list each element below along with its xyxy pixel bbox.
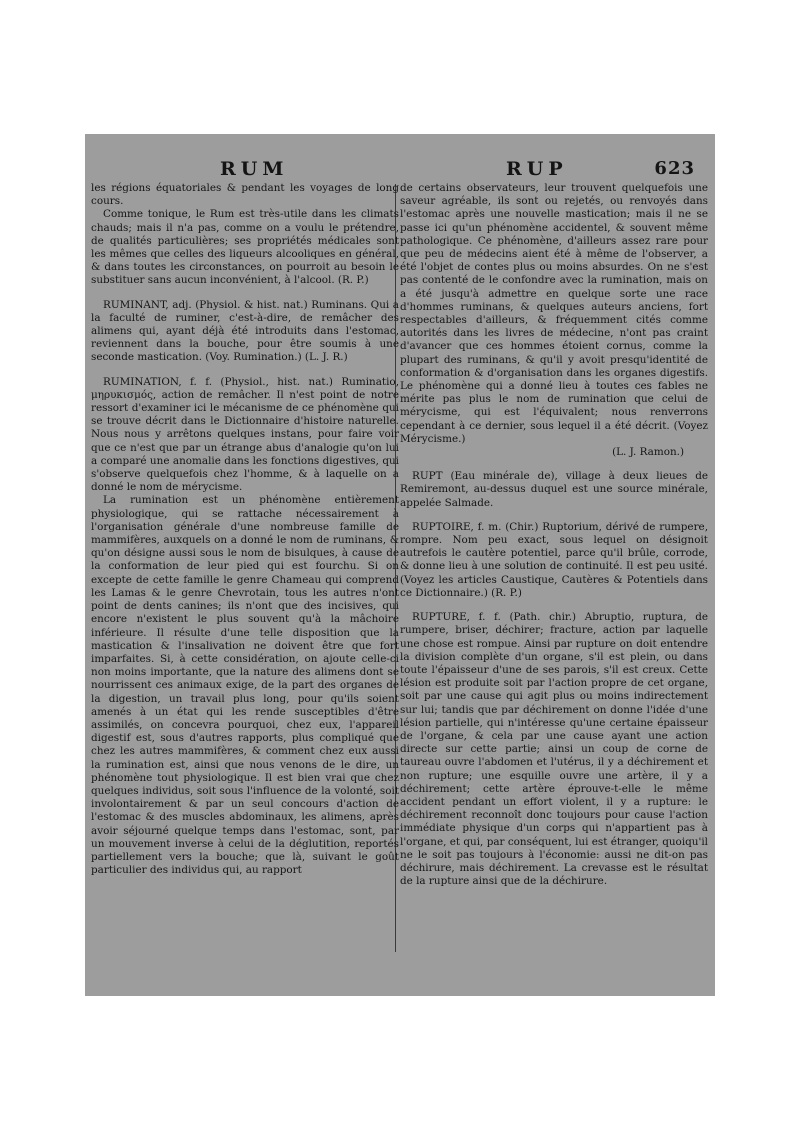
entry-ruminant: RUMINANT, adj. (Physiol. & hist. nat.) Ruminans. Qui a la faculté de ruminer, c'est-à-dire, de remâcher des alimens qui, ayant déjà été introduits dans l'estomac, reviennent dans la bouche, pour être soumis à une seconde mastication. (Voy. Rumination.) (L. J. R.) [91, 298, 399, 364]
running-head-left: RUM [220, 158, 289, 180]
entry-rupt: RUPT (Eau minérale de), village à deux lieues de Remiremont, au-dessus duquel est une source minérale, appelée Salmade. [400, 470, 708, 509]
entry-rupture: RUPTURE, f. f. (Path. chir.) Abruptio, ruptura, de rumpere, briser, déchirer; fracture, action par laquelle une chose est rompue. Ainsi par rupture on doit entendre la division complète d'un organe, s'il est plein, ou dans toute l'épaisseur d'une de ses parois, s'il est creux. Cette lésion est produite soit par l'action propre de cet organe, soit par une cause qui agit plus ou moins indirectement sur lui; tandis que par déchirement on donne l'idée d'une lésion partielle, qui n'intéresse qu'une certaine épaisseur de l'organe, & cela par une cause ayant une action directe sur cette partie; ainsi un coup de corne de taureau ouvre l'abdomen et l'utérus, il y a déchirement et non rupture; une esquille ouvre une artère, il y a déchirement; cette artère éprouve-t-elle le même accident pendant un effort violent, il y a rupture: le déchirement reconnoît donc toujours pour cause l'action immédiate physique d'un corps qui n'appartient pas à l'organe, et qui, par conséquent, lui est étranger, quoiqu'il ne le soit pas toujours à l'économie: aussi ne dit-on pas déchirure, mais déchirement. La crevasse est le résultat de la rupture ainsi que de la déchirure. [400, 611, 708, 888]
running-head-right: RUP [506, 158, 568, 180]
author-signature: (L. J. Ramon.) [612, 446, 684, 459]
entry-ruptoire: RUPTOIRE, f. m. (Chir.) Ruptorium, dérivé de rumpere, rompre. Nom peu exact, sous lequel on désignoit autrefois le cautère potentiel, parce qu'il brûle, corrode, & donne lieu à une solution de continuité. Il est peu usité. (Voyez les articles Caustique, Cautères & Potentiels dans ce Dictionnaire.) (R. P.) [400, 520, 708, 599]
left-column [91, 182, 399, 877]
right-column [400, 182, 708, 888]
paragraph-rum-tonique: Comme tonique, le Rum est très-utile dans les climats chauds; mais il n'a pas, comme on a voulu le prétendre, de qualités particulières; ses propriétés médicales sont les mêmes que celles des liqueurs alcooliques en général, & dans toutes les circonstances, on pourroit au besoin le substituer sans aucun inconvénient, à l'alcool. (R. P.) [91, 208, 399, 287]
paragraph-continuation-right: de certains observateurs, leur trouvent quelquefois une saveur agréable, ils sont ou rejetés, ou renvoyés dans l'estomac après une nouvelle mastication; mais il ne se passe ici qu'un phénomène accidentel, & souvent même pathologique. Ce phénomène, d'ailleurs assez rare pour que peu de médecins aient été à même de l'observer, a été l'objet de contes plus ou moins absurdes. On ne s'est pas contenté de le confondre avec la rumination, mais on a été jusqu'à admettre en quelque sorte une race d'hommes ruminans, & quelques auteurs anciens, fort respectables d'ailleurs, & fréquemment cités comme autorités dans les livres de médecine, n'ont pas craint d'avancer que ces hommes étoient cornus, comme la plupart des ruminans, & qu'il y avoit presqu'identité de conformation & d'organisation dans les organes digestifs. Le phénomène qui a donné lieu à toutes ces fables ne mérite pas plus le nom de rumination que celui de mérycisme, qui est l'équivalent; nous renverrons cependant à ce dernier, sous lequel il a été décrit. (Voyez Mérycisme.) [400, 182, 708, 445]
paragraph-continuation: les régions équatoriales & pendant les voyages de long cours. [91, 182, 399, 208]
scanned-page [85, 134, 715, 996]
entry-rumination: RUMINATION, f. f. (Physiol., hist. nat.) Ruminatio, μηρυκισμός, action de remâcher. Il n'est point de notre ressort d'examiner ici le mécanisme de ce phénomène qui se trouve décrit dans le Dictionnaire d'histoire naturelle. Nous nous y arrêtons quelques instans, pour faire voir que ce n'est que par un étrange abus d'analogie qu'on lui a comparé une anomalie dans les fonctions digestives, qui s'observe quelquefois chez l'homme, & à laquelle on a donné le nom de mérycisme. [91, 375, 399, 494]
paragraph-rumination-2: La rumination est un phénomène entièrement physiologique, qui se rattache nécessairement à l'organisation générale d'une nombreuse famille de mammifères, auxquels on a donné le nom de ruminans, & qu'on désigne aussi sous le nom de bisulques, à cause de la conformation de leur pied qui est fourchu. Si on excepte de cette famille le genre Chameau qui comprend les Lamas & le genre Chevrotain, tous les autres n'ont point de dents canines; ils n'ont que des incisives, qui encore n'existent le plus souvent qu'à la mâchoire inférieure. Il résulte d'une telle disposition que la mastication & l'insalivation ne doivent être que fort imparfaites. Si, à cette considération, on ajoute celle-ci non moins importante, que la nature des alimens dont se nourrissent ces animaux exige, de la part des organes de la digestion, un travail plus long, pour qu'ils soient amenés à un état qui les rende susceptibles d'être assimilés, on concevra pourquoi, chez eux, l'appareil digestif est, sous d'autres rapports, plus compliqué que chez les autres mammifères, & comment chez eux aussi la rumination est, ainsi que nous venons de le dire, un phénomène tout physiologique. Il est bien vrai que chez quelques individus, soit sous l'influence de la volonté, soit involontairement & par un seul concours d'action de l'estomac & des muscles abdominaux, les alimens, après avoir séjourné quelque temps dans l'estomac, sont, par un mouvement inverse à celui de la déglutition, reportés partiellement vers la bouche; que là, suivant le goût particulier des individus qui, au rapport [91, 494, 399, 877]
page-number: 623 [654, 158, 695, 179]
